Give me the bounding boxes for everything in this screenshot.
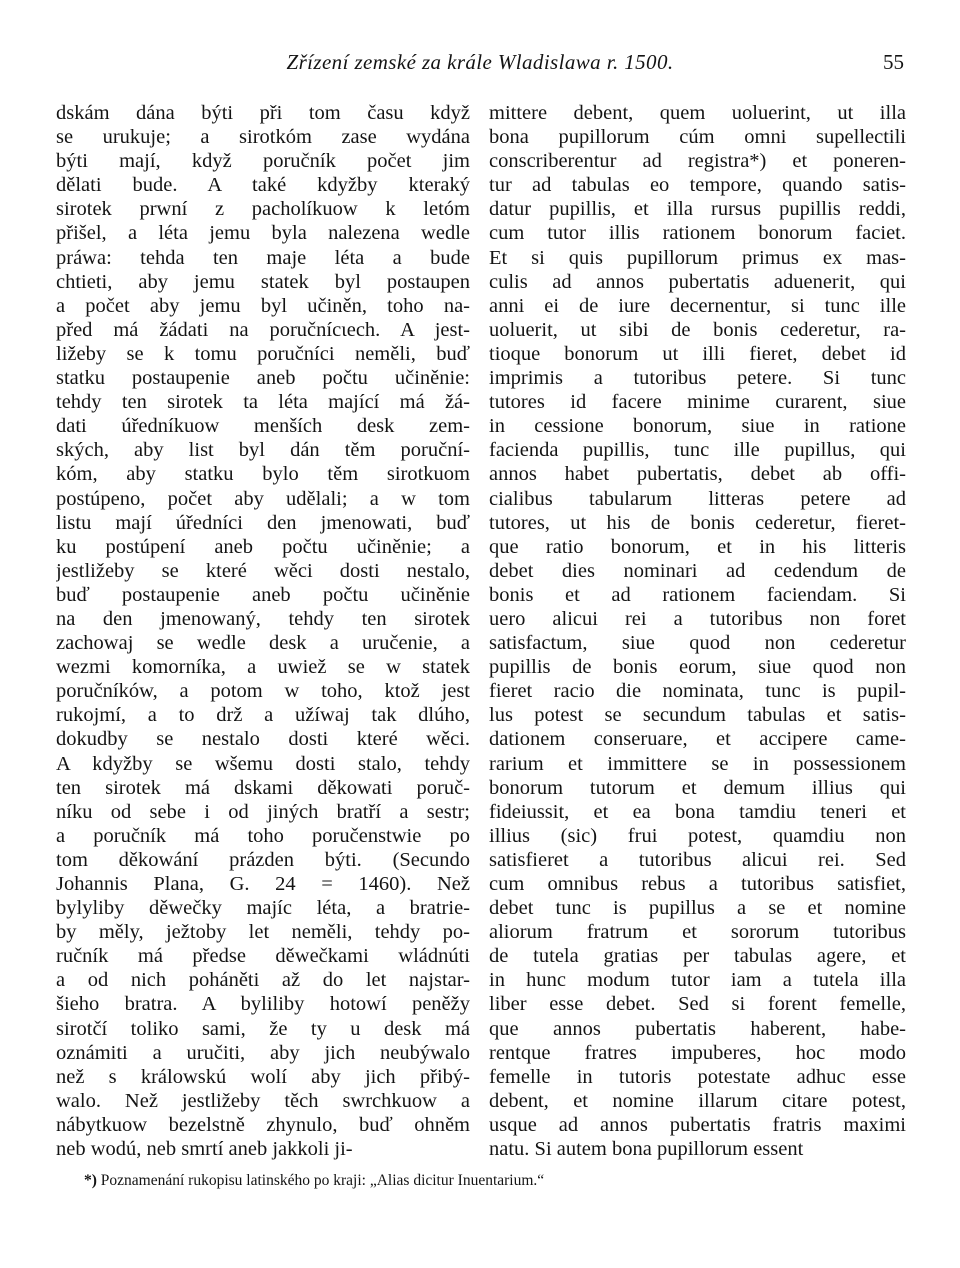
text-line: dati úředníkuow menších desk zem- [56, 415, 470, 438]
footnote [84, 1172, 844, 1190]
text-line: debet dies nominari ad cedendum de [489, 559, 906, 582]
text-line: que annos pubertatis haberent, habe- [489, 1017, 906, 1040]
running-title: Zřízení zemské za krále Wladislawa r. 1500. [286, 50, 674, 74]
text-line: satisfieret a tutoribus alicui rei. Sed [489, 848, 906, 871]
text-line: bona pupillorum cúm omni supellectili [489, 126, 906, 149]
text-line: šieho bratra. A byliliby hotowí peněžy [56, 993, 470, 1016]
text-line: jestližeby se které wěci dosti nestalo, [56, 559, 470, 582]
text-line: culis ad annos pubertatis aduenerit, qui [489, 270, 906, 293]
text-line: a počet aby jemu byl učiněn, toho na- [56, 294, 470, 317]
text-line: buď postaupenie aneb počtu učiněnie [56, 583, 470, 606]
text-line: tutores, ut his de bonis cederetur, fieret- [489, 511, 906, 534]
footnote-text: Poznamenání rukopisu latinského po kraji: „Alias dicitur Inuentarium.“ [100, 1172, 545, 1189]
text-line: anni ei de iure decernentur, si tunc ille [489, 294, 906, 317]
text-line: před má žádati na poručnícιech. A jest- [56, 318, 470, 341]
text-line: než s králowskú wolí aby jich přibý- [56, 1065, 470, 1088]
text-line: Johannis Plana, G. 24 = 1460). Než [56, 873, 470, 895]
text-line: bonis et ad rationem faciendam. Si [489, 583, 906, 606]
text-line: walo. Než jestližeby těch swrchkuow a [56, 1089, 470, 1112]
text-line: imprimis a tutoribus petere. Si tunc [489, 367, 906, 390]
text-line: tioque bonorum ut illi fieret, debet id [489, 342, 906, 365]
text-line: sirotčí toliko sami, že ty u desk má [56, 1017, 470, 1040]
text-line: annos habet pubertatis, debet ab offi- [489, 463, 906, 486]
text-line: de tutela gratias per tabulas agere, et [489, 945, 906, 968]
text-line: bonorum tutorum et demum illius qui [489, 776, 906, 799]
text-line: mittere debent, quem uoluerint, ut illa [489, 102, 906, 124]
page-number: 55 [883, 50, 904, 74]
text-line: rukojmí, a to drž a užíwaj tak dlúho, [56, 704, 470, 727]
text-line: a od nich poháněti až do let najstar- [56, 969, 470, 992]
text-line: bylyliby děwečky majíc léta, a bratrie- [56, 897, 470, 920]
text-line: dskám dána býti při tom času když [56, 102, 470, 124]
text-line: dokudby se nestalo dosti které wěci. [56, 728, 470, 751]
text-line: postúpeno, počet aby udělali; a w tom [56, 487, 470, 510]
text-line: by měly, ježtoby let neměli, tehdy po- [56, 921, 470, 944]
text-line: níku od sebe i od jiných bratří a sestr; [56, 800, 470, 823]
text-line: datur pupillis, et illa rursus pupillis reddi, [489, 198, 906, 221]
text-line: ku postúpení aneb počtu učiněnie; a [56, 535, 470, 558]
text-line: chtieti, aby jemu statek byl postaupen [56, 270, 470, 293]
text-line: ližeby se k tomu poručníci neměli, buď [56, 342, 470, 365]
text-line: facienda pupillis, tunc ille pupillus, qui [489, 439, 906, 462]
text-line: a poručník má toho poručenstwie po [56, 824, 470, 847]
text-line: satisfactum, siue quod non cederetur [489, 632, 906, 655]
text-line: aliorum fratrum et sororum tutoribus [489, 921, 906, 944]
czech-text-column [56, 101, 470, 1161]
text-line: rarium et immittere se in possessionem [489, 752, 906, 775]
text-line: kóm, aby statku bylo těm sirotkuom [56, 463, 470, 486]
text-line: lus potest se secundum tabulas et satis- [489, 704, 906, 727]
text-line: que ratio bonorum, et in his litteris [489, 535, 906, 558]
text-line: fideiussit, et ea bona tamdiu teneri et [489, 800, 906, 823]
text-line: cialibus tabularum litteras petere ad [489, 487, 906, 510]
text-line: neb wodú, neb smrtí aneb jakkoli ji- [56, 1138, 353, 1161]
text-line: uero alicui rei a tutoribus non foret [489, 607, 906, 630]
text-line: sirotek prwní z pacholíkuow k letóm [56, 198, 470, 221]
text-line: poručníków, a potom w toho, ktož jest [56, 680, 470, 703]
text-line: na den jmenowaný, tehdy ten sirotek [56, 607, 470, 630]
text-line: debent, et nomine illarum citare potest, [489, 1089, 906, 1112]
text-line: zachowaj se wedle desk a uručenie, a [56, 632, 470, 655]
text-line: uoluerit, ut sibi de bonis cederetur, ra- [489, 318, 906, 341]
footnote-marker: *) [84, 1172, 97, 1189]
text-line: dationem conseruare, et accipere came- [489, 728, 906, 751]
text-line: tehdy ten sirotek ta léta mající má žá- [56, 391, 470, 414]
text-line: natu. Si autem bona pupillorum essent [489, 1138, 804, 1161]
text-line: tutores id facere minime curarent, siue [489, 391, 906, 414]
text-line: fieret racio die nominata, tunc is pupil- [489, 680, 906, 703]
text-line: býti mají, když poručník počet jim [56, 150, 470, 173]
text-line: dělati bude. A také kdyžby kteraký [56, 174, 470, 197]
text-line: tur ad tabulas eo tempore, quando satis- [489, 174, 906, 197]
text-line: rentque fratres impuberes, hoc modo [489, 1041, 906, 1064]
text-line: usque ad annos pubertatis fratris maximi [489, 1113, 906, 1136]
text-line: oznámiti a uručiti, aby jich neubýwalo [56, 1041, 470, 1064]
text-line: listu mají úředníci den jmenowati, buď [56, 511, 470, 534]
text-line: A kdyžby se wšemu dosti stalo, tehdy [56, 752, 470, 775]
text-line: debet tunc is pupillus a se et nomine [489, 897, 906, 920]
text-line: tom děkowání prázden býti. (Secundo [56, 848, 470, 871]
text-line: cum omnibus rebus a tutoribus satisfiet, [489, 873, 906, 895]
text-line: statku postaupenie aneb počtu učiněnie: [56, 367, 470, 390]
text-line: nábytkuow bezelstně zhynulo, buď ohněm [56, 1113, 470, 1136]
text-line: ten sirotek má dskami děkowati poruč- [56, 776, 470, 799]
page-header [56, 50, 904, 80]
text-line: práwa: tehda ten maje léta a bude [56, 246, 470, 269]
text-line: pupillis de bonis eorum, siue quod non [489, 656, 906, 679]
text-line: cum tutor illis rationem bonorum faciet. [489, 222, 906, 245]
text-line: conscriberentur ad registra*) et poneren- [489, 150, 906, 173]
text-line: ručník má předse děwečkami wládnúti [56, 945, 470, 968]
text-line: liber esse debet. Sed si forent femelle, [489, 993, 906, 1016]
text-line: Et si quis pupillorum primus ex mas- [489, 246, 906, 269]
text-line: in hunc modum tutor iam a tutela illa [489, 969, 906, 992]
text-line: in cessione bonorum, siue in ratione [489, 415, 906, 438]
text-line: illius (sic) frui potest, quamdiu non [489, 824, 906, 847]
latin-text-column [489, 101, 906, 1161]
text-line: femelle in tutoris potestate adhuc esse [489, 1065, 906, 1088]
text-line: wezmi komorníka, a uwiež se w statek [56, 656, 470, 679]
text-line: přišel, a léta jemu byla nalezena wedle [56, 222, 470, 245]
text-line: ských, aby list byl dán těm poruční- [56, 439, 470, 462]
text-line: se urukuje; a sirotkóm zase wydána [56, 126, 470, 149]
